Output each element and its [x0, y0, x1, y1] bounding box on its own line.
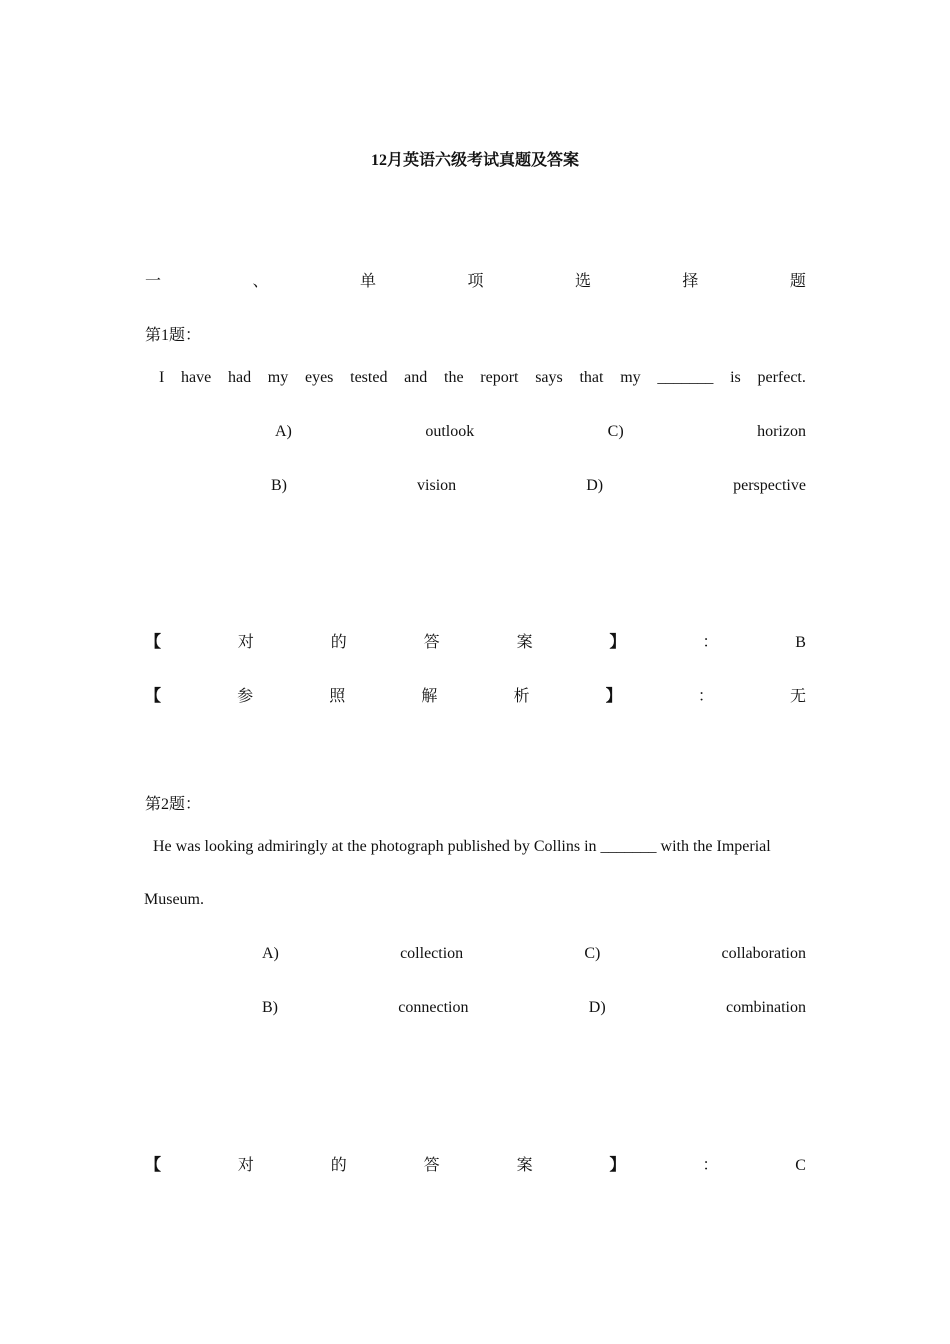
section-heading [145, 268, 806, 291]
section-heading-char: 单 [359, 273, 376, 290]
answer-label-char: 答 [423, 1157, 440, 1174]
answer-label-char: 的 [330, 634, 347, 651]
bracket-open: 【 [145, 688, 162, 705]
answer-label-char: 对 [237, 1157, 254, 1174]
section-heading-char: 、 [252, 273, 269, 290]
question-2-text-line-2: Museum. [144, 891, 204, 908]
section-heading-char: 一 [145, 273, 162, 290]
answer-label-char: 答 [423, 634, 440, 651]
colon: ： [702, 1157, 719, 1174]
choice-letter: D) [586, 477, 604, 494]
answer-label-char: 对 [237, 634, 254, 651]
bracket-close: 】 [605, 688, 622, 705]
choice-letter: A) [275, 423, 292, 440]
choice-text: outlook [425, 423, 475, 440]
bracket-open: 【 [145, 1157, 162, 1174]
word: says [535, 369, 563, 386]
word: have [181, 369, 212, 386]
bracket-close: 】 [609, 634, 626, 651]
page-title: 12月英语六级考试真题及答案 [370, 152, 579, 169]
question-1-analysis [145, 683, 806, 706]
word: that [579, 369, 604, 386]
answer-label-char: 案 [516, 634, 533, 651]
question-1-choices-row-2 [271, 477, 806, 495]
answer-value: B [795, 634, 806, 651]
word: tested [350, 369, 388, 386]
word: had [227, 369, 252, 386]
question-2-text-line-1: He was looking admiringly at the photograph published by Collins in _______ with the Imperial [153, 838, 771, 855]
choice-text: perspective [733, 477, 806, 494]
choice-letter: C) [607, 423, 624, 440]
choice-letter: D) [588, 999, 606, 1016]
word: I [159, 369, 165, 386]
question-1-answer [145, 629, 806, 652]
answer-label-char: 的 [330, 1157, 347, 1174]
analysis-value: 无 [789, 688, 806, 705]
section-heading-char: 题 [789, 273, 806, 290]
question-1-label: 第1题： [145, 327, 202, 344]
analysis-label-char: 析 [513, 688, 530, 705]
analysis-label-char: 照 [329, 688, 346, 705]
section-heading-char: 项 [467, 273, 484, 290]
choice-letter: B) [262, 999, 278, 1016]
choice-text: connection [398, 999, 469, 1016]
choice-text: collaboration [721, 945, 806, 962]
choice-letter: A) [262, 945, 279, 962]
word: my [267, 369, 289, 386]
question-2-label: 第2题： [145, 796, 202, 813]
answer-value: C [795, 1157, 806, 1174]
colon: ： [697, 688, 714, 705]
word: my [620, 369, 641, 386]
question-2-choices-row-2 [262, 999, 806, 1017]
question-1-choices-row-1 [275, 423, 806, 441]
word: eyes [304, 369, 334, 386]
choice-text: horizon [757, 423, 806, 440]
section-heading-char: 择 [682, 273, 699, 290]
answer-label-char: 案 [516, 1157, 533, 1174]
question-2-answer [145, 1152, 806, 1175]
question-1-text [159, 369, 806, 387]
colon: ： [702, 634, 719, 651]
choice-letter: B) [271, 477, 287, 494]
analysis-label-char: 解 [421, 688, 438, 705]
analysis-label-char: 参 [237, 688, 254, 705]
question-2-choices-row-1 [262, 945, 806, 963]
word: is [730, 369, 741, 386]
word: the [444, 369, 464, 386]
word: report [480, 369, 519, 386]
word: perfect. [757, 369, 806, 386]
bracket-close: 】 [609, 1157, 626, 1174]
blank: _______ [657, 369, 714, 386]
bracket-open: 【 [145, 634, 162, 651]
choice-text: combination [725, 999, 806, 1016]
choice-text: vision [417, 477, 457, 494]
choice-letter: C) [584, 945, 601, 962]
choice-text: collection [400, 945, 464, 962]
word: and [404, 369, 428, 386]
section-heading-char: 选 [574, 273, 591, 290]
